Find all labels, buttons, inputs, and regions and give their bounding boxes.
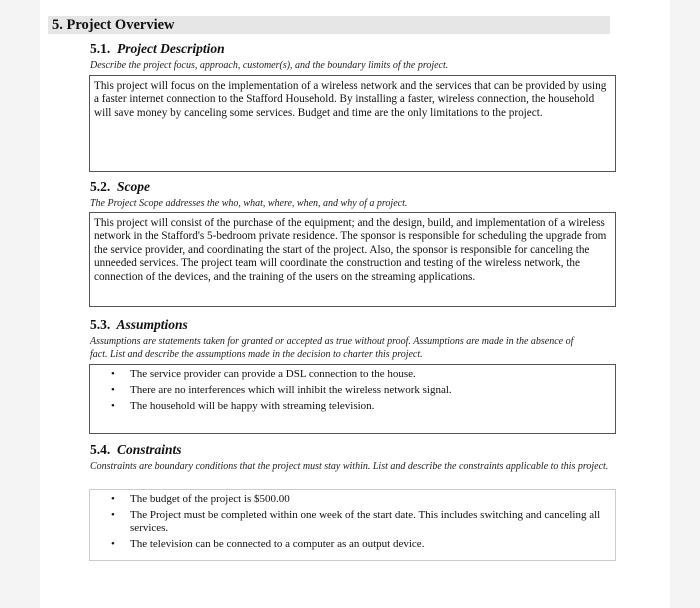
description-instruction: Describe the project focus, approach, customer(s), and the boundary limits of the project. bbox=[90, 60, 449, 71]
bullet-icon: • bbox=[111, 508, 115, 521]
assumptions-box[interactable] bbox=[89, 364, 616, 434]
bullet-icon: • bbox=[111, 383, 115, 396]
description-heading bbox=[90, 41, 225, 57]
assumptions-heading bbox=[90, 317, 188, 333]
description-heading-number: 5.1. bbox=[90, 41, 111, 56]
scope-body: This project will consist of the purchase of the equipment; and the design, build, and implementation of a wireless network in the Stafford's 5-bedroom private residence. The sponsor is responsible for scheduling the upgrade from the service provider, and coordinating the start of the project. Also, the sponsor is responsible for canceling the unneeded services. The project team will coordinate the construction and testing of the wireless network, the connection of the devices, and the training of the users on the streaming applications. bbox=[94, 217, 607, 283]
section-title: 5. Project Overview bbox=[52, 17, 175, 33]
list-item: • The budget of the project is $500.00 bbox=[111, 493, 290, 505]
constraints-heading-number: 5.4. bbox=[90, 442, 111, 457]
scope-instruction: The Project Scope addresses the who, what, where, when, and why of a project. bbox=[90, 198, 408, 209]
scope-box[interactable] bbox=[89, 212, 616, 307]
constraints-box[interactable] bbox=[89, 489, 616, 561]
assumptions-heading-number: 5.3. bbox=[90, 317, 111, 332]
list-item: • The service provider can provide a DSL connection to the house. bbox=[111, 368, 416, 380]
constraints-heading bbox=[90, 442, 182, 458]
constraints-list bbox=[90, 490, 615, 551]
list-item: • There are no interferences which will inhibit the wireless network signal. bbox=[111, 383, 452, 396]
list-item: • The household will be happy with streaming television. bbox=[111, 399, 375, 412]
description-heading-text: Project Description bbox=[117, 41, 225, 56]
constraints-instruction: Constraints are boundary conditions that the project must stay within. List and describe the constraints applicable to this project. bbox=[90, 461, 609, 472]
list-item: • The Project must be completed within one week of the start date. This includes switching and canceling all services. bbox=[111, 508, 601, 535]
scope-heading-text: Scope bbox=[117, 179, 150, 194]
assumptions-instruction: Assumptions are statements taken for granted or accepted as true without proof. Assumptions are made in the absence of fact. List and describe the assumptions made in the decision to charter this project. bbox=[90, 336, 574, 360]
constraints-heading-text: Constraints bbox=[117, 442, 182, 457]
bullet-icon: • bbox=[111, 538, 115, 550]
bullet-icon: • bbox=[111, 399, 115, 412]
assumptions-list bbox=[90, 365, 615, 413]
list-item: • The television can be connected to a computer as an output device. bbox=[111, 538, 425, 550]
description-box[interactable] bbox=[89, 75, 616, 172]
bullet-icon: • bbox=[111, 368, 115, 380]
bullet-icon: • bbox=[111, 493, 115, 505]
scope-heading-number: 5.2. bbox=[90, 179, 111, 194]
scope-heading bbox=[90, 179, 150, 195]
description-body: This project will focus on the implementation of a wireless network and the services that can be provided by using a faster internet connection to the Stafford Household. By installing a faster, wireless connection, the household will save money by canceling some services. Budget and time are the only limitations to the project. bbox=[94, 80, 607, 119]
assumptions-heading-text: Assumptions bbox=[116, 317, 188, 332]
